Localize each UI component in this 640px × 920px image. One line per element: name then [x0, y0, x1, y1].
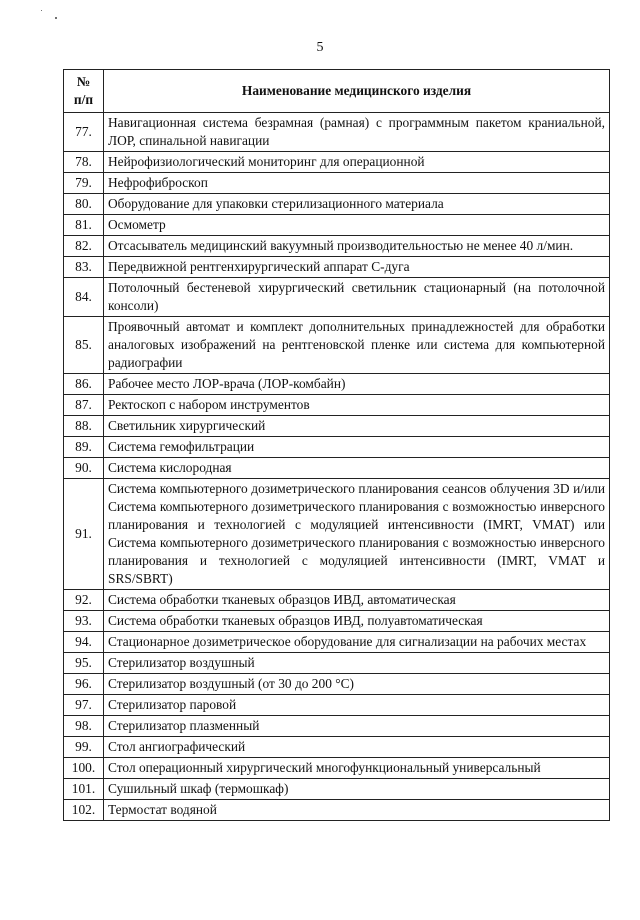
row-number: 83. [64, 257, 104, 278]
row-number: 98. [64, 716, 104, 737]
device-name: Стерилизатор плазменный [104, 716, 610, 737]
row-number: 100. [64, 758, 104, 779]
device-name: Потолочный бестеневой хирургический светильник стационарный (на потолочной консоли) [104, 278, 610, 317]
device-name: Термостат водяной [104, 800, 610, 821]
row-number: 77. [64, 113, 104, 152]
scan-speck [41, 10, 42, 11]
row-number: 97. [64, 695, 104, 716]
row-number: 94. [64, 632, 104, 653]
device-name: Стерилизатор паровой [104, 695, 610, 716]
table-row [64, 278, 610, 317]
row-number: 82. [64, 236, 104, 257]
device-name: Светильник хирургический [104, 416, 610, 437]
table-row [64, 800, 610, 821]
device-name: Навигационная система безрамная (рамная) с программным пакетом краниальной, ЛОР, спинальной навигации [104, 113, 610, 152]
name-column-header: Наименование медицинского изделия [104, 70, 610, 113]
row-number: 99. [64, 737, 104, 758]
table-body [64, 113, 610, 821]
table-row [64, 716, 610, 737]
row-number: 80. [64, 194, 104, 215]
table-row [64, 215, 610, 236]
table-row [64, 257, 610, 278]
table-row [64, 695, 610, 716]
row-number: 92. [64, 590, 104, 611]
row-number: 91. [64, 479, 104, 590]
table-row [64, 611, 610, 632]
scan-speck [55, 17, 57, 19]
table-row [64, 479, 610, 590]
table-row [64, 437, 610, 458]
row-number: 96. [64, 674, 104, 695]
table-row [64, 374, 610, 395]
device-name: Система кислородная [104, 458, 610, 479]
device-name: Стационарное дозиметрическое оборудование для сигнализации на рабочих местах [104, 632, 610, 653]
device-name: Система гемофильтрации [104, 437, 610, 458]
table-row [64, 458, 610, 479]
device-name: Отсасыватель медицинский вакуумный производительностью не менее 40 л/мин. [104, 236, 610, 257]
number-header-symbol: № [76, 74, 91, 89]
table-row [64, 737, 610, 758]
device-name: Оборудование для упаковки стерилизационного материала [104, 194, 610, 215]
device-name: Осмометр [104, 215, 610, 236]
table-row [64, 194, 610, 215]
row-number: 101. [64, 779, 104, 800]
row-number: 85. [64, 317, 104, 374]
table-row [64, 395, 610, 416]
page-number: 5 [316, 40, 324, 55]
table-row [64, 779, 610, 800]
row-number: 90. [64, 458, 104, 479]
row-number: 88. [64, 416, 104, 437]
row-number: 86. [64, 374, 104, 395]
row-number: 84. [64, 278, 104, 317]
row-number: 93. [64, 611, 104, 632]
table-row [64, 416, 610, 437]
table-row [64, 173, 610, 194]
device-name: Система компьютерного дозиметрического планирования сеансов облучения 3D и/или Система компьютерного дозиметрического планирования с возможностью инверсного планирования и технологией с модуляцией интенсивности (IMRT, VMAT) или Система компьютерного дозиметрического планирования с возможностью инверсного планирования и технологией с модуляцией интенсивности (IMRT, VMAT и SRS/SBRT) [104, 479, 610, 590]
device-name: Сушильный шкаф (термошкаф) [104, 779, 610, 800]
device-name: Система обработки тканевых образцов ИВД, автоматическая [104, 590, 610, 611]
device-name: Стол операционный хирургический многофункциональный универсальный [104, 758, 610, 779]
table-row [64, 152, 610, 173]
medical-devices-table [63, 69, 610, 821]
number-header-abbrev: п/п [73, 92, 94, 107]
table-row [64, 632, 610, 653]
device-name: Система обработки тканевых образцов ИВД, полуавтоматическая [104, 611, 610, 632]
device-name: Рабочее место ЛОР-врача (ЛОР-комбайн) [104, 374, 610, 395]
table-row [64, 317, 610, 374]
device-name: Стерилизатор воздушный [104, 653, 610, 674]
row-number: 81. [64, 215, 104, 236]
table-row [64, 590, 610, 611]
row-number: 102. [64, 800, 104, 821]
row-number: 87. [64, 395, 104, 416]
table-row [64, 236, 610, 257]
device-name: Стол ангиографический [104, 737, 610, 758]
row-number: 78. [64, 152, 104, 173]
number-column-header [64, 70, 104, 113]
table-row [64, 653, 610, 674]
table-header-row [64, 70, 610, 113]
device-name: Нефрофиброскоп [104, 173, 610, 194]
device-name: Нейрофизиологический мониторинг для операционной [104, 152, 610, 173]
device-name: Проявочный автомат и комплект дополнительных принадлежностей для обработки аналоговых изображений на рентгеновской пленке или система для компьютерной радиографии [104, 317, 610, 374]
table-row [64, 758, 610, 779]
device-name: Стерилизатор воздушный (от 30 до 200 °С) [104, 674, 610, 695]
device-name: Ректоскоп с набором инструментов [104, 395, 610, 416]
table-row [64, 113, 610, 152]
device-name: Передвижной рентгенхирургический аппарат С-дуга [104, 257, 610, 278]
row-number: 89. [64, 437, 104, 458]
row-number: 79. [64, 173, 104, 194]
table-row [64, 674, 610, 695]
row-number: 95. [64, 653, 104, 674]
